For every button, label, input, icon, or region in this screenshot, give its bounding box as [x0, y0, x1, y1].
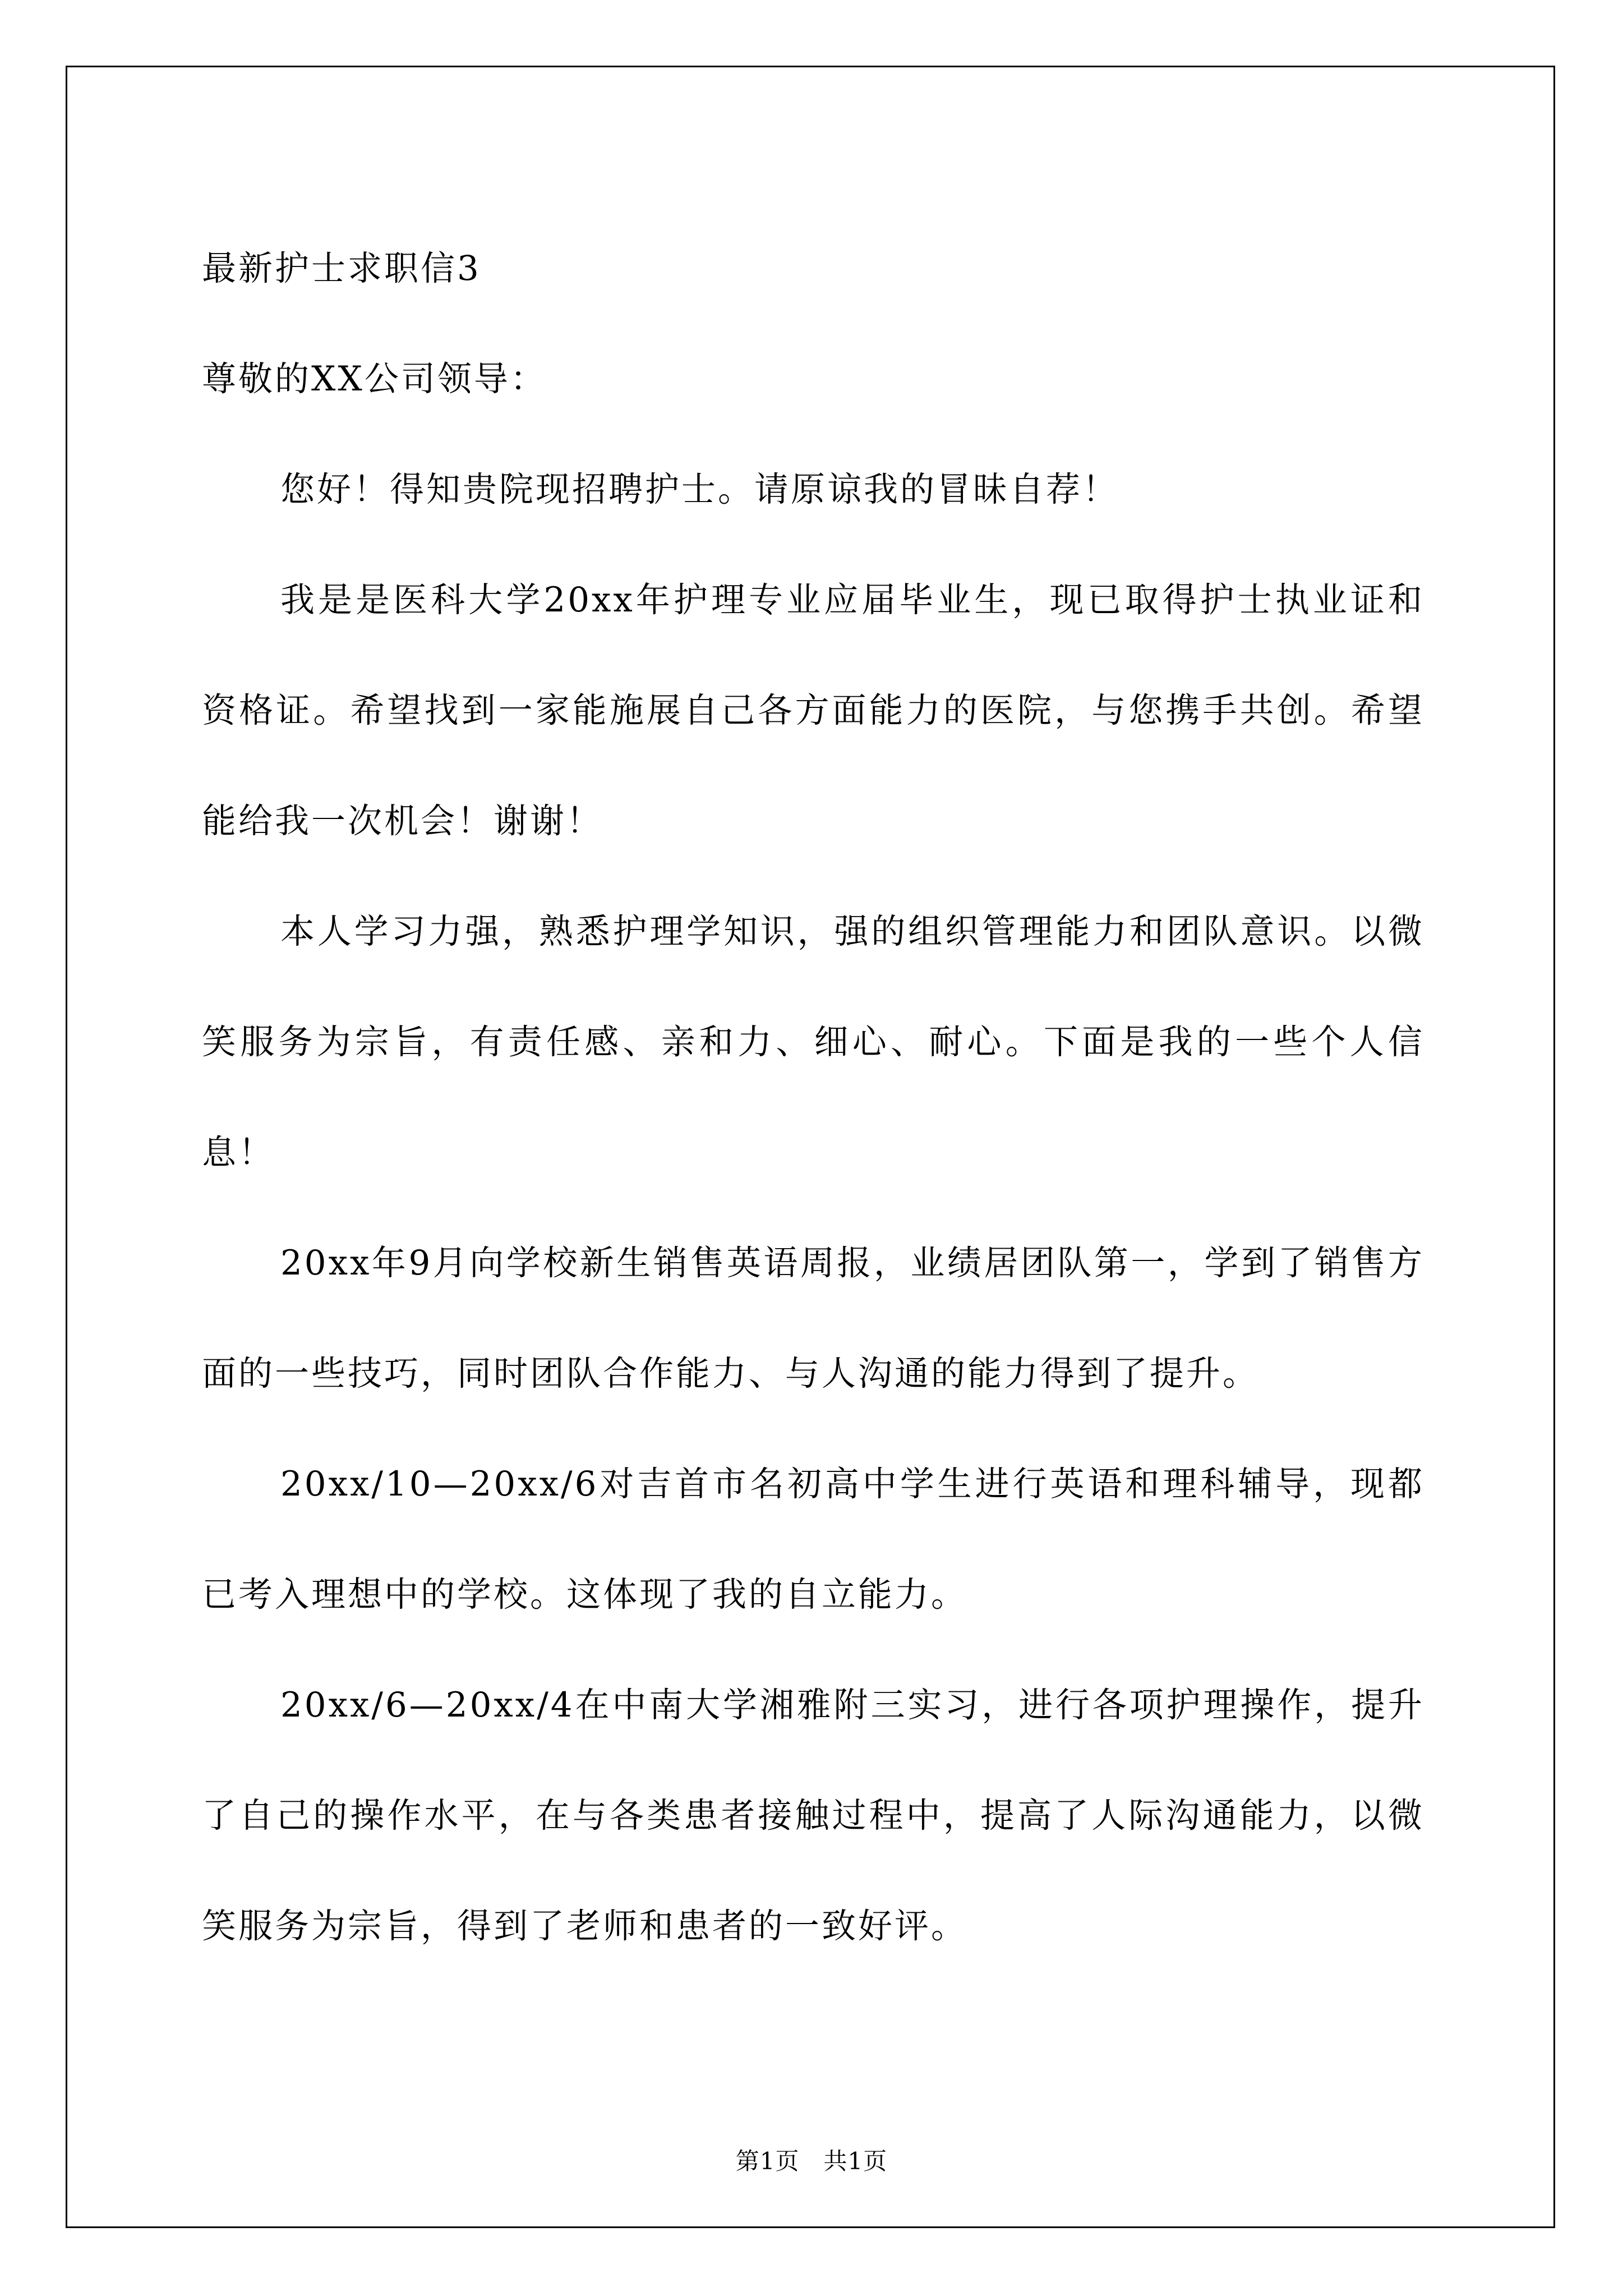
paragraph-tutoring-experience: 20xx/10—20xx/6对吉首市名初高中学生进行英语和理科辅导，现都已考入理想中的学校。这体现了我的自立能力。	[202, 1464, 1424, 1614]
paragraph-strengths: 本人学习力强，熟悉护理学知识，强的组织管理能力和团队意识。以微笑服务为宗旨，有责任感、亲和力、细心、耐心。下面是我的一些个人信息！	[202, 912, 1424, 1172]
paragraph-internship-experience: 20xx/6—20xx/4在中南大学湘雅附三实习，进行各项护理操作，提升了自己的操作水平，在与各类患者接触过程中，提高了人际沟通能力，以微笑服务为宗旨，得到了老师和患者的一致好评。	[202, 1685, 1424, 1946]
paragraph-greeting: 您好！得知贵院现招聘护士。请原谅我的冒昧自荐！	[280, 470, 1119, 509]
document-title: 最新护士求职信3	[202, 249, 481, 288]
paragraph-sales-experience: 20xx年9月向学校新生销售英语周报，业绩居团队第一，学到了销售方面的一些技巧，同时团队合作能力、与人沟通的能力得到了提升。	[202, 1243, 1424, 1393]
letter-body	[202, 213, 1424, 1981]
page-footer: 第1页 共1页	[735, 2147, 888, 2175]
paragraph-introduction: 我是是医科大学20xx年护理专业应届毕业生，现已取得护士执业证和资格证。希望找到一家能施展自己各方面能力的医院，与您携手共创。希望能给我一次机会！谢谢！	[202, 580, 1424, 841]
salutation: 尊敬的XX公司领导：	[202, 359, 547, 399]
